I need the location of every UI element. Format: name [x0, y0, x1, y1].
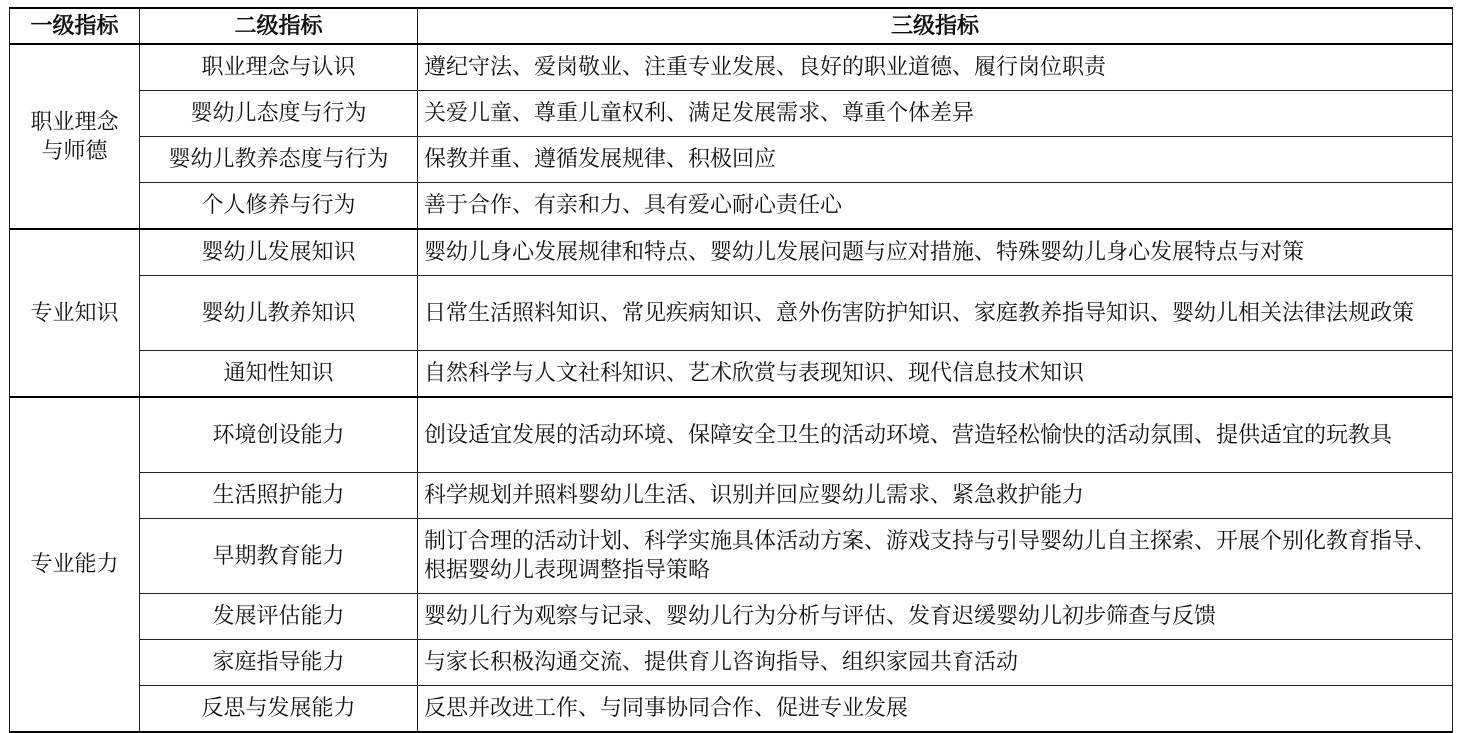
table-row — [10, 397, 1453, 473]
table-row — [10, 91, 1453, 137]
table-row — [10, 351, 1453, 398]
level3-cell: 婴幼儿身心发展规律和特点、婴幼儿发展问题与应对措施、特殊婴幼儿身心发展特点与对策 — [418, 229, 1453, 276]
level3-cell: 遵纪守法、爱岗敬业、注重专业发展、良好的职业道德、履行岗位职责 — [418, 44, 1453, 91]
level3-cell: 与家长积极沟通交流、提供育儿咨询指导、组织家园共育活动 — [418, 640, 1453, 686]
table-row — [10, 229, 1453, 276]
level2-cell: 婴幼儿教养态度与行为 — [140, 137, 418, 183]
table-row — [10, 137, 1453, 183]
level1-cell — [10, 44, 140, 229]
level2-cell: 婴幼儿态度与行为 — [140, 91, 418, 137]
level3-cell: 制订合理的活动计划、科学实施具体活动方案、游戏支持与引导婴幼儿自主探索、开展个别化教育指导、根据婴幼儿表现调整指导策略 — [418, 519, 1453, 594]
table-row — [10, 519, 1453, 594]
header-level1: 一级指标 — [10, 8, 140, 44]
level3-cell: 日常生活照料知识、常见疾病知识、意外伤害防护知识、家庭教养指导知识、婴幼儿相关法律法规政策 — [418, 276, 1453, 351]
level3-cell: 科学规划并照料婴幼儿生活、识别并回应婴幼儿需求、紧急救护能力 — [418, 473, 1453, 519]
level2-cell: 环境创设能力 — [140, 397, 418, 473]
level3-cell: 婴幼儿行为观察与记录、婴幼儿行为分析与评估、发育迟缓婴幼儿初步筛查与反馈 — [418, 594, 1453, 640]
table-row — [10, 473, 1453, 519]
table-row — [10, 276, 1453, 351]
table-row — [10, 594, 1453, 640]
level3-cell: 保教并重、遵循发展规律、积极回应 — [418, 137, 1453, 183]
level2-cell: 通知性知识 — [140, 351, 418, 398]
level2-cell: 婴幼儿发展知识 — [140, 229, 418, 276]
header-level2: 二级指标 — [140, 8, 418, 44]
indicator-table — [9, 7, 1453, 733]
level3-cell: 自然科学与人文社科知识、艺术欣赏与表现知识、现代信息技术知识 — [418, 351, 1453, 398]
table-row — [10, 183, 1453, 230]
level2-cell: 早期教育能力 — [140, 519, 418, 594]
level2-cell: 生活照护能力 — [140, 473, 418, 519]
level3-cell: 善于合作、有亲和力、具有爱心耐心责任心 — [418, 183, 1453, 230]
level1-text-line: 与师德 — [41, 138, 108, 164]
table-row — [10, 686, 1453, 733]
level1-cell: 专业知识 — [10, 229, 140, 397]
level2-cell: 婴幼儿教养知识 — [140, 276, 418, 351]
level3-cell: 创设适宜发展的活动环境、保障安全卫生的活动环境、营造轻松愉快的活动氛围、提供适宜的玩教具 — [418, 397, 1453, 473]
table-header-row — [10, 8, 1453, 44]
table-row — [10, 44, 1453, 91]
level1-cell: 专业能力 — [10, 397, 140, 732]
level2-cell: 发展评估能力 — [140, 594, 418, 640]
level2-cell: 职业理念与认识 — [140, 44, 418, 91]
header-level3: 三级指标 — [418, 8, 1453, 44]
level3-cell: 关爱儿童、尊重儿童权利、满足发展需求、尊重个体差异 — [418, 91, 1453, 137]
level2-cell: 个人修养与行为 — [140, 183, 418, 230]
level2-cell: 反思与发展能力 — [140, 686, 418, 733]
level1-text-line: 职业理念 — [30, 109, 119, 135]
table-row — [10, 640, 1453, 686]
level2-cell: 家庭指导能力 — [140, 640, 418, 686]
level3-cell: 反思并改进工作、与同事协同合作、促进专业发展 — [418, 686, 1453, 733]
